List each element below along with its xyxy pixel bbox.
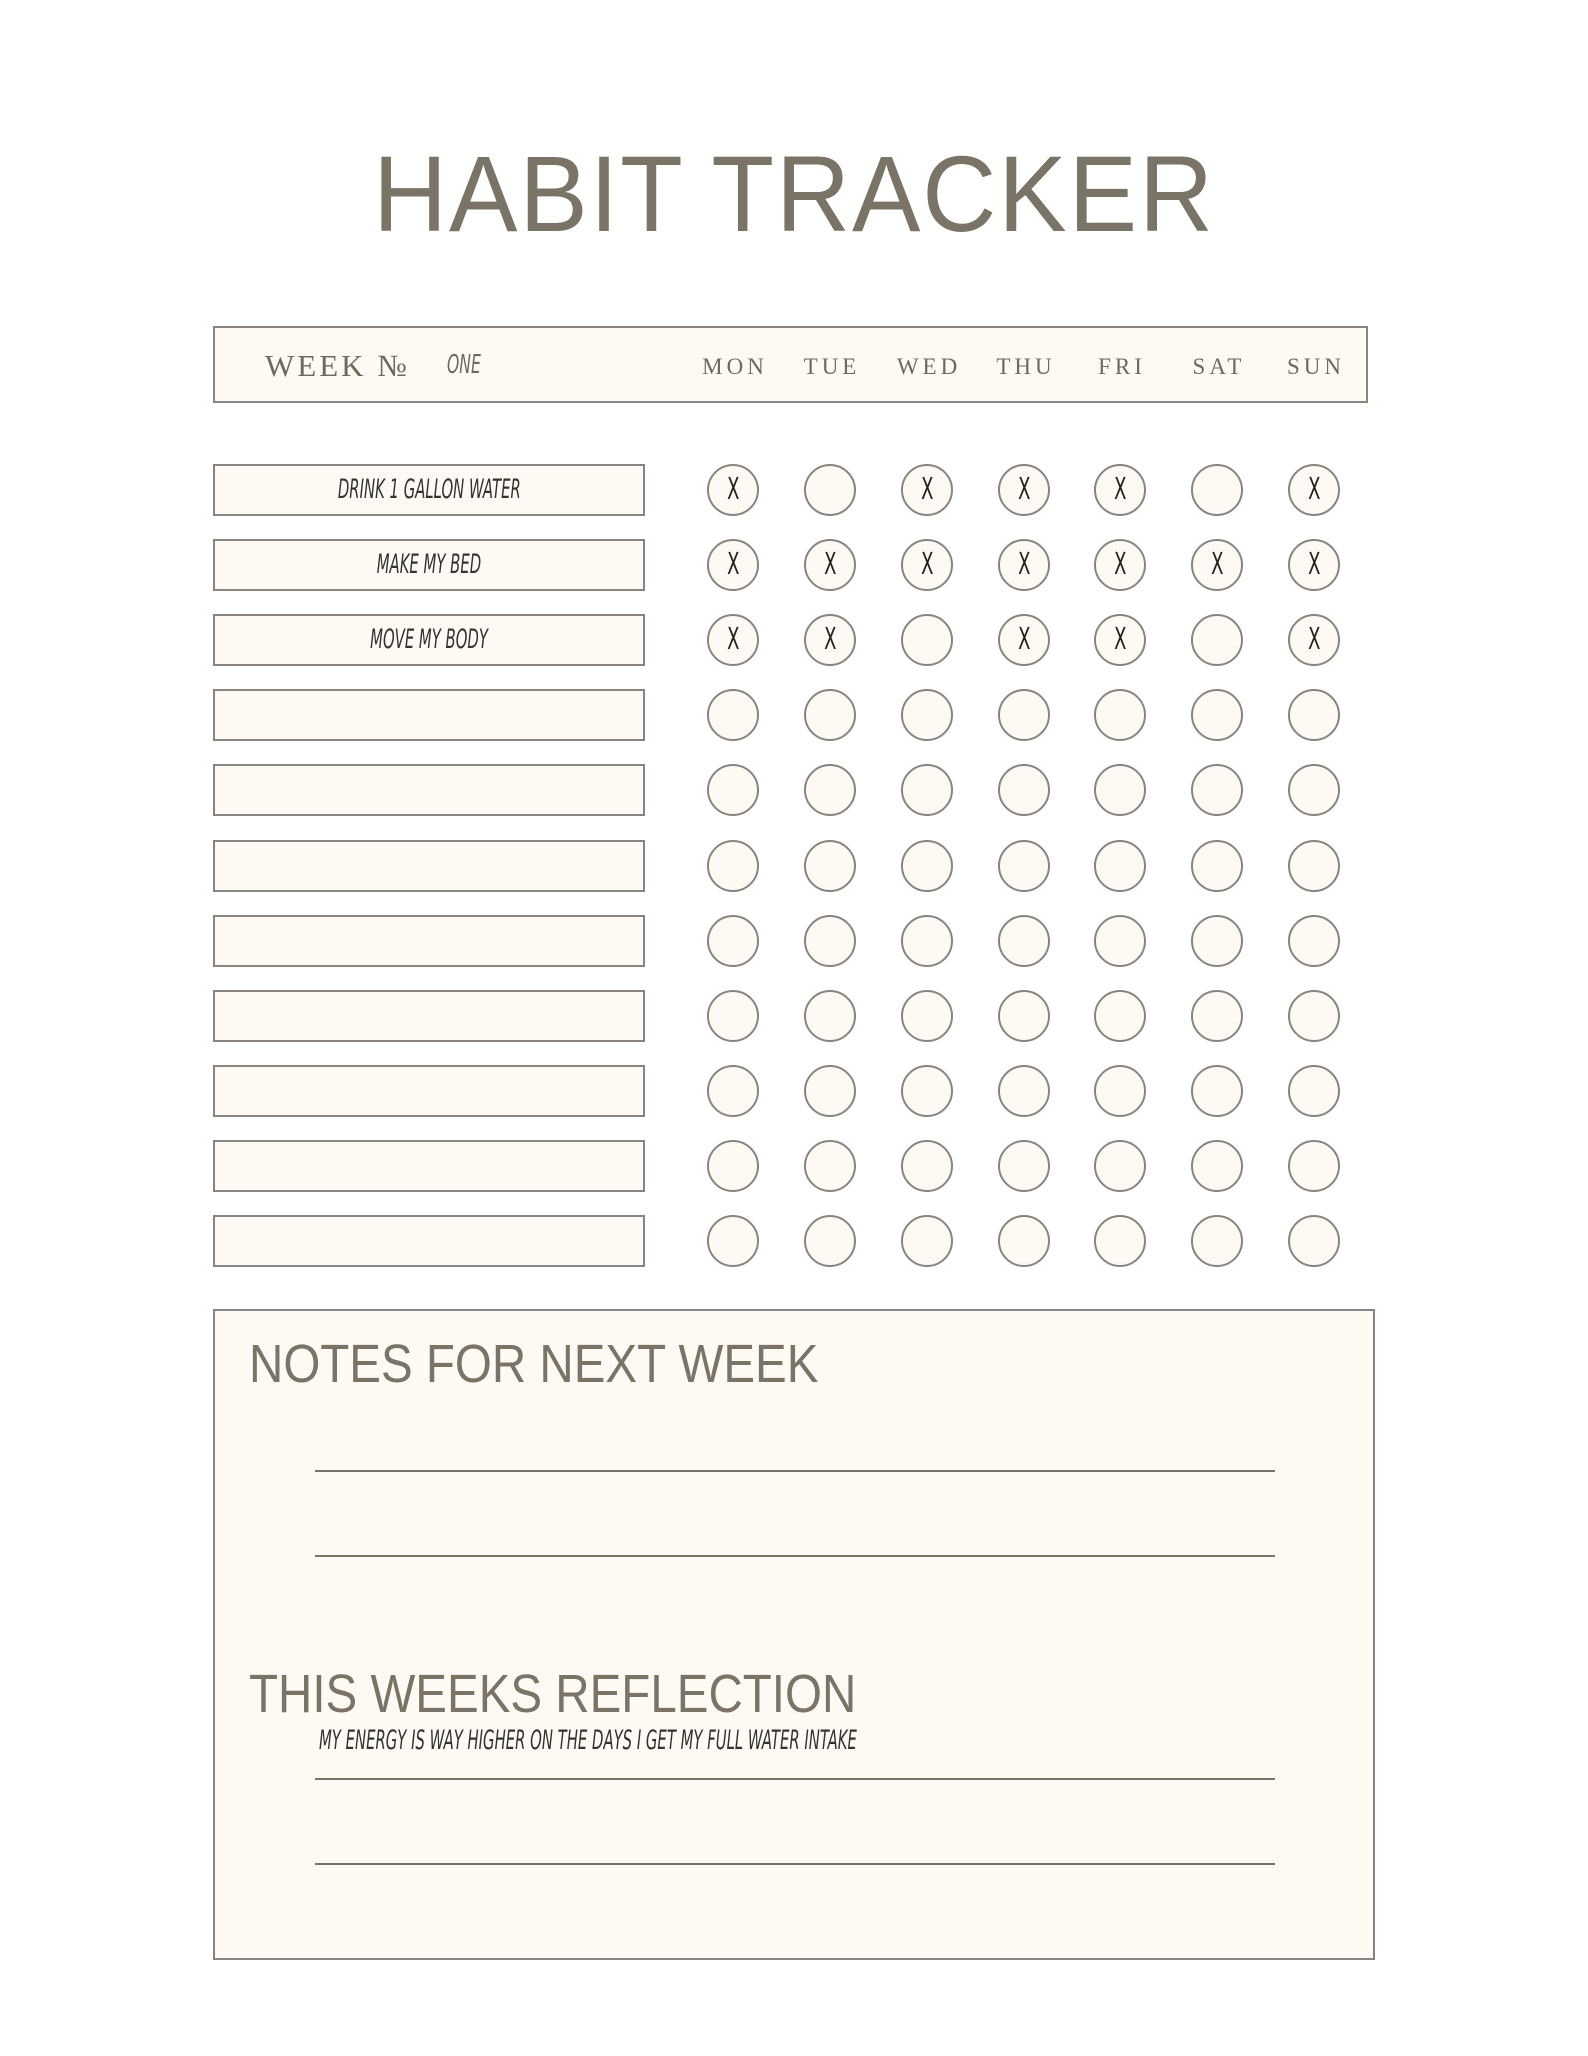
habit-check-circle[interactable] [1094,689,1146,741]
x-mark-icon: X [1113,472,1127,507]
x-mark-icon: X [1307,622,1321,658]
habit-check-circle[interactable] [804,1140,856,1192]
habit-check-circle[interactable] [998,915,1050,967]
habit-check-circle[interactable] [901,764,953,816]
habit-check-circle[interactable] [804,1065,856,1117]
habit-check-circle[interactable] [1191,990,1243,1042]
day-header-fri: FRI [1098,354,1146,379]
habit-name-field[interactable] [213,539,645,591]
habit-check-circle[interactable] [707,464,759,516]
habit-name-field[interactable] [213,764,645,816]
habit-check-circle[interactable] [1288,1065,1340,1117]
habit-check-circle[interactable] [1288,764,1340,816]
day-header-mon: MON [702,354,768,379]
habit-check-circle[interactable] [1094,1215,1146,1267]
habit-check-circle[interactable] [998,990,1050,1042]
habit-check-circle[interactable] [1191,539,1243,591]
habit-name-field[interactable] [213,689,645,741]
habit-check-circle[interactable] [1094,1065,1146,1117]
day-header-sat: SAT [1192,354,1246,379]
habit-check-circle[interactable] [1094,539,1146,591]
habit-check-circle[interactable] [1191,1140,1243,1192]
habit-check-circle[interactable] [1094,840,1146,892]
habit-check-circle[interactable] [901,614,953,666]
x-mark-icon: X [823,547,837,583]
habit-check-circle[interactable] [1094,1140,1146,1192]
habit-check-circle[interactable] [1094,990,1146,1042]
habit-check-circle[interactable] [1191,840,1243,892]
day-header-wed: WED [896,354,962,379]
x-mark-icon: X [920,547,934,583]
week-number[interactable]: ONE [447,350,481,380]
habit-check-circle[interactable] [901,539,953,591]
habit-check-circle[interactable] [1191,464,1243,516]
habit-check-circle[interactable] [1288,464,1340,516]
habit-check-circle[interactable] [1094,915,1146,967]
habit-check-circle[interactable] [1191,614,1243,666]
habit-check-circle[interactable] [804,539,856,591]
x-mark-icon: X [920,472,934,507]
day-header-tue: TUE [803,354,861,379]
habit-check-circle[interactable] [707,1065,759,1117]
x-mark-icon: X [1307,547,1321,583]
notes-heading: NOTES FOR NEXT WEEK [249,1334,819,1394]
week-label: WEEK № [265,348,410,383]
habit-check-circle[interactable] [1288,539,1340,591]
week-header [213,326,1368,403]
habit-check-circle[interactable] [707,764,759,816]
habit-check-circle[interactable] [1094,614,1146,666]
x-mark-icon: X [1113,622,1127,658]
habit-check-circle[interactable] [901,1140,953,1192]
day-header-thu: THU [996,354,1056,379]
habit-check-circle[interactable] [804,915,856,967]
habit-check-circle[interactable] [1288,840,1340,892]
x-mark-icon: X [823,622,837,658]
habit-check-circle[interactable] [1288,915,1340,967]
habit-check-circle[interactable] [804,990,856,1042]
habit-name-field[interactable] [213,1215,645,1267]
x-mark-icon: X [1113,547,1127,583]
reflection-text[interactable]: MY ENERGY IS WAY HIGHER ON THE DAYS I GET MY FULL WATER INTAKE [319,1725,857,1756]
habit-check-circle[interactable] [804,614,856,666]
habit-check-circle[interactable] [1191,915,1243,967]
habit-check-circle[interactable] [1288,1215,1340,1267]
x-mark-icon: X [1210,547,1224,583]
x-mark-icon: X [726,472,740,507]
habit-check-circle[interactable] [804,840,856,892]
habit-check-circle[interactable] [707,539,759,591]
habit-check-circle[interactable] [998,764,1050,816]
habit-check-circle[interactable] [1288,614,1340,666]
habit-label: DRINK 1 GALLON WATER [337,474,521,505]
x-mark-icon: X [1017,472,1031,507]
habit-name-field[interactable] [213,1065,645,1117]
habit-check-circle[interactable] [707,689,759,741]
page-title: HABIT TRACKER [373,133,1215,254]
habit-check-circle[interactable] [1191,764,1243,816]
habit-name-field[interactable] [213,915,645,967]
notes-line[interactable] [315,1470,1275,1472]
habit-name-field[interactable] [213,614,645,666]
x-mark-icon: X [726,622,740,658]
habit-check-circle[interactable] [707,990,759,1042]
habit-name-field[interactable] [213,1140,645,1192]
habit-check-circle[interactable] [998,1065,1050,1117]
habit-label: MAKE MY BED [376,549,482,581]
habit-check-circle[interactable] [804,1215,856,1267]
habit-check-circle[interactable] [804,764,856,816]
habit-check-circle[interactable] [1094,464,1146,516]
habit-name-field[interactable] [213,840,645,892]
habit-check-circle[interactable] [901,1065,953,1117]
habit-check-circle[interactable] [901,840,953,892]
habit-check-circle[interactable] [998,464,1050,516]
habit-check-circle[interactable] [804,689,856,741]
habit-check-circle[interactable] [998,1140,1050,1192]
habit-check-circle[interactable] [1288,990,1340,1042]
habit-check-circle[interactable] [1191,1065,1243,1117]
x-mark-icon: X [1017,622,1031,658]
reflection-line[interactable] [315,1778,1275,1780]
notes-panel [213,1309,1375,1960]
habit-check-circle[interactable] [998,1215,1050,1267]
x-mark-icon: X [1307,472,1321,507]
habit-check-circle[interactable] [1191,1215,1243,1267]
habit-check-circle[interactable] [707,915,759,967]
habit-name-field[interactable] [213,464,645,516]
habit-check-circle[interactable] [901,1215,953,1267]
habit-check-circle[interactable] [1094,764,1146,816]
habit-check-circle[interactable] [707,840,759,892]
habit-check-circle[interactable] [707,1140,759,1192]
day-header-sun: SUN [1286,354,1345,379]
habit-check-circle[interactable] [1191,689,1243,741]
habit-check-circle[interactable] [1288,1140,1340,1192]
habit-check-circle[interactable] [901,689,953,741]
habit-label: MOVE MY BODY [370,624,488,656]
habit-check-circle[interactable] [901,990,953,1042]
habit-check-circle[interactable] [901,464,953,516]
habit-name-field[interactable] [213,990,645,1042]
notes-line[interactable] [315,1555,1275,1557]
x-mark-icon: X [726,547,740,583]
habit-check-circle[interactable] [998,689,1050,741]
reflection-heading: THIS WEEKS REFLECTION [249,1664,857,1724]
habit-check-circle[interactable] [804,464,856,516]
habit-check-circle[interactable] [1288,689,1340,741]
x-mark-icon: X [1017,547,1031,583]
habit-check-circle[interactable] [998,840,1050,892]
habit-check-circle[interactable] [901,915,953,967]
habit-check-circle[interactable] [998,539,1050,591]
habit-check-circle[interactable] [707,1215,759,1267]
reflection-line[interactable] [315,1863,1275,1865]
habit-check-circle[interactable] [998,614,1050,666]
habit-check-circle[interactable] [707,614,759,666]
